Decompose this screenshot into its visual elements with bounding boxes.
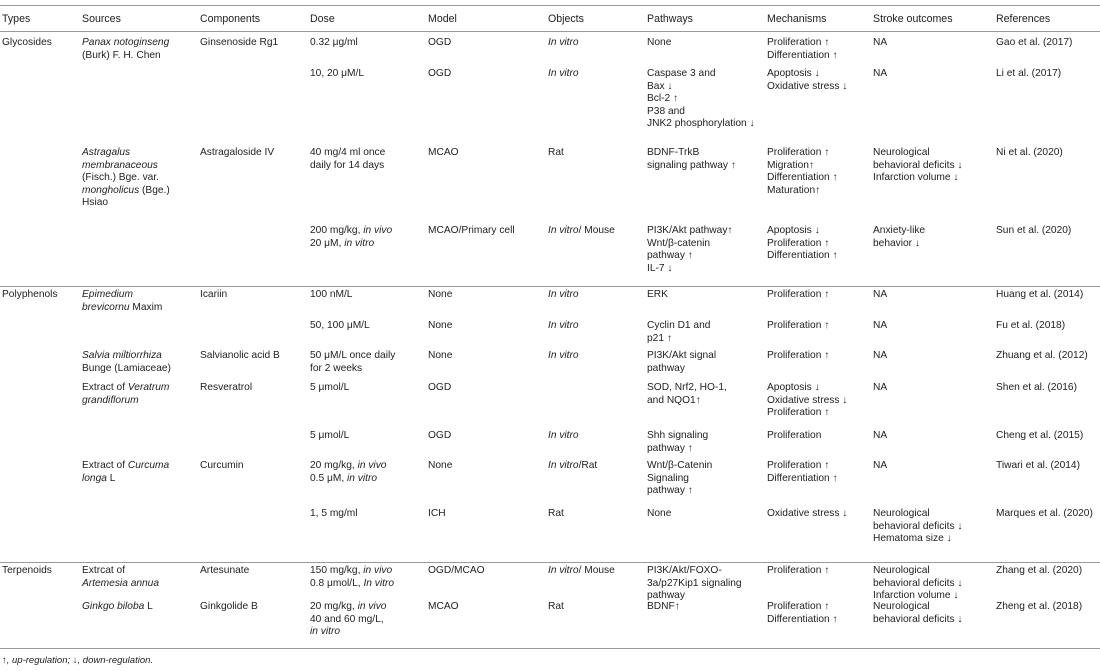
cell-dose: 50, 100 μM/L xyxy=(310,320,370,331)
group-rule xyxy=(0,286,1100,287)
table-bottom-rule xyxy=(0,648,1100,649)
cell-reference: Fu et al. (2018) xyxy=(996,320,1066,331)
column-header: Components xyxy=(200,13,261,25)
cell-pathways: None xyxy=(647,37,672,48)
cell-pathways: pathway xyxy=(647,362,685,374)
cell-source: Salvia miltiorrhiza xyxy=(82,350,162,361)
cell-dose: 200 mg/kg, in vivo xyxy=(310,225,393,236)
cell-component: Ginkgolide B xyxy=(200,601,258,612)
header-rule xyxy=(0,31,1100,32)
cell-model: OGD xyxy=(428,382,452,393)
cell-objects: In vitro/ Mouse xyxy=(548,225,615,236)
cell-mechanisms: Differentiation ↑ xyxy=(767,172,838,183)
cell-pathways: pathway ↑ xyxy=(647,250,693,261)
cell-outcomes: Infarction volume ↓ xyxy=(873,172,959,183)
cell-reference: Shen et al. (2016) xyxy=(996,382,1077,393)
cell-mechanisms: Oxidative stress ↓ xyxy=(767,80,848,92)
cell-dose: 40 and 60 mg/L, xyxy=(310,613,384,625)
cell-objects: In vitro xyxy=(548,289,579,300)
cell-dose: 10, 20 μM/L xyxy=(310,68,365,79)
cell-reference: Marques et al. (2020) xyxy=(996,508,1093,519)
cell-dose: 100 nM/L xyxy=(310,289,353,300)
cell-source: longa L xyxy=(82,472,116,484)
cell-pathways: SOD, Nrf2, HO-1, xyxy=(647,382,727,393)
cell-pathways: pathway xyxy=(647,590,685,601)
cell-dose: 20 μM, in vitro xyxy=(310,237,375,249)
cell-source: Hsiao xyxy=(82,197,109,208)
cell-mechanisms: Oxidative stress ↓ xyxy=(767,394,848,406)
cell-mechanisms: Proliferation ↑ xyxy=(767,407,830,418)
cell-outcomes: Anxiety-like xyxy=(873,225,926,236)
table-footnote: ↑, up-regulation; ↓, down-regulation. xyxy=(2,655,154,666)
cell-type: Glycosides xyxy=(2,37,52,48)
cell-dose: 0.8 μmol/L, In vitro xyxy=(310,577,395,589)
cell-dose: 50 μM/L once daily xyxy=(310,350,396,361)
group-rule xyxy=(0,562,1100,563)
cell-model: None xyxy=(428,350,453,361)
cell-dose: 40 mg/4 ml once xyxy=(310,147,386,158)
cell-mechanisms: Proliferation ↑ xyxy=(767,320,830,331)
cell-source: (Burk) F. H. Chen xyxy=(82,49,161,61)
cell-component: Artesunate xyxy=(200,565,250,576)
cell-objects: Rat xyxy=(548,508,564,519)
cell-pathways: PI3K/Akt signal xyxy=(647,350,717,361)
cell-model: None xyxy=(428,460,453,471)
cell-dose: daily for 14 days xyxy=(310,159,385,171)
cell-mechanisms: Proliferation ↑ xyxy=(767,37,830,48)
cell-source: brevicornu Maxim xyxy=(82,301,163,313)
cell-reference: Zhang et al. (2020) xyxy=(996,565,1083,576)
cell-dose: 150 mg/kg, in vivo xyxy=(310,565,393,576)
cell-pathways: ERK xyxy=(647,289,668,300)
cell-outcomes: NA xyxy=(873,382,888,393)
cell-outcomes: Neurological xyxy=(873,147,930,158)
cell-objects: In vitro/ Mouse xyxy=(548,565,615,576)
cell-mechanisms: Proliferation ↑ xyxy=(767,350,830,361)
cell-reference: Li et al. (2017) xyxy=(996,68,1062,79)
cell-pathways: None xyxy=(647,508,672,519)
cell-reference: Cheng et al. (2015) xyxy=(996,430,1084,441)
column-header: Sources xyxy=(82,13,121,25)
cell-dose: in vitro xyxy=(310,626,341,637)
cell-mechanisms: Proliferation ↑ xyxy=(767,147,830,158)
cell-pathways: Shh signaling xyxy=(647,430,709,441)
cell-pathways: JNK2 phosphorylation ↓ xyxy=(647,118,755,129)
column-header: References xyxy=(996,13,1051,25)
cell-pathways: signaling pathway ↑ xyxy=(647,159,736,171)
cell-source: membranaceous xyxy=(82,159,158,171)
cell-dose: 1, 5 mg/ml xyxy=(310,508,358,519)
cell-outcomes: NA xyxy=(873,289,888,300)
cell-pathways: Caspase 3 and xyxy=(647,68,716,79)
table-top-rule xyxy=(0,5,1100,6)
cell-model: ICH xyxy=(428,508,446,519)
cell-mechanisms: Differentiation ↑ xyxy=(767,250,838,261)
column-header: Mechanisms xyxy=(767,13,827,25)
cell-mechanisms: Differentiation ↑ xyxy=(767,613,838,625)
cell-outcomes: NA xyxy=(873,37,888,48)
cell-type: Polyphenols xyxy=(2,289,58,300)
cell-outcomes: behavioral deficits ↓ xyxy=(873,577,963,589)
cell-objects: In vitro xyxy=(548,350,579,361)
column-header: Types xyxy=(2,13,31,25)
cell-pathways: p21 ↑ xyxy=(647,332,672,344)
cell-reference: Gao et al. (2017) xyxy=(996,37,1073,48)
cell-component: Astragaloside IV xyxy=(200,147,275,158)
cell-pathways: IL-7 ↓ xyxy=(647,262,673,274)
cell-mechanisms: Proliferation ↑ xyxy=(767,601,830,612)
cell-outcomes: Neurological xyxy=(873,601,930,612)
cell-pathways: and NQO1↑ xyxy=(647,394,701,406)
cell-outcomes: behavior ↓ xyxy=(873,237,921,249)
cell-outcomes: behavioral deficits ↓ xyxy=(873,613,963,625)
cell-mechanisms: Migration↑ xyxy=(767,159,814,171)
cell-dose: 5 μmol/L xyxy=(310,382,350,393)
cell-model: MCAO xyxy=(428,601,459,612)
cell-pathways: BDNF↑ xyxy=(647,601,680,612)
cell-reference: Ni et al. (2020) xyxy=(996,147,1063,158)
cell-pathways: PI3K/Akt/FOXO- xyxy=(647,565,722,576)
cell-reference: Tiwari et al. (2014) xyxy=(996,460,1080,471)
cell-source: (Fisch.) Bge. var. xyxy=(82,172,159,183)
cell-source: Astragalus xyxy=(82,147,131,158)
cell-outcomes: Neurological xyxy=(873,565,930,576)
cell-source: Ginkgo biloba L xyxy=(82,601,153,612)
cell-outcomes: NA xyxy=(873,68,888,79)
cell-model: OGD xyxy=(428,37,452,48)
cell-mechanisms: Proliferation xyxy=(767,430,822,441)
cell-source: Extrcat of xyxy=(82,565,126,576)
cell-objects: Rat xyxy=(548,601,564,612)
cell-mechanisms: Apoptosis ↓ xyxy=(767,68,820,79)
column-header: Model xyxy=(428,13,457,25)
cell-outcomes: Infarction volume ↓ xyxy=(873,590,959,601)
cell-pathways: Wnt/β-Catenin xyxy=(647,460,713,471)
cell-pathways: 3a/p27Kip1 signaling xyxy=(647,577,742,589)
cell-mechanisms: Apoptosis ↓ xyxy=(767,225,820,236)
cell-reference: Zheng et al. (2018) xyxy=(996,601,1083,612)
cell-outcomes: NA xyxy=(873,460,888,471)
cell-model: OGD xyxy=(428,68,452,79)
cell-component: Icariin xyxy=(200,289,228,300)
cell-source: Artemesia annua xyxy=(82,577,160,589)
cell-model: MCAO xyxy=(428,147,459,158)
cell-objects: In vitro xyxy=(548,68,579,79)
cell-pathways: BDNF-TrkB xyxy=(647,147,700,158)
cell-pathways: Signaling xyxy=(647,472,689,484)
cell-mechanisms: Proliferation ↑ xyxy=(767,565,830,576)
cell-dose: 20 mg/kg, in vivo xyxy=(310,601,387,612)
cell-component: Resveratrol xyxy=(200,382,253,393)
cell-pathways: P38 and xyxy=(647,105,685,117)
cell-reference: Huang et al. (2014) xyxy=(996,289,1084,300)
cell-dose: for 2 weeks xyxy=(310,362,363,374)
cell-mechanisms: Maturation↑ xyxy=(767,184,821,196)
cell-mechanisms: Proliferation ↑ xyxy=(767,289,830,300)
cell-source: Panax notoginseng xyxy=(82,37,170,48)
cell-mechanisms: Proliferation ↑ xyxy=(767,460,830,471)
cell-component: Curcumin xyxy=(200,460,244,471)
cell-component: Ginsenoside Rg1 xyxy=(200,37,279,48)
cell-outcomes: NA xyxy=(873,320,888,331)
column-header: Dose xyxy=(310,13,335,25)
cell-outcomes: Hematoma size ↓ xyxy=(873,533,952,544)
cell-model: None xyxy=(428,289,453,300)
cell-outcomes: behavioral deficits ↓ xyxy=(873,520,963,532)
cell-mechanisms: Apoptosis ↓ xyxy=(767,382,820,393)
cell-outcomes: NA xyxy=(873,430,888,441)
cell-source: Extract of Curcuma xyxy=(82,460,170,471)
cell-dose: 0.32 μg/ml xyxy=(310,37,358,48)
cell-pathways: Cyclin D1 and xyxy=(647,320,711,331)
column-header: Stroke outcomes xyxy=(873,13,953,25)
cell-reference: Sun et al. (2020) xyxy=(996,225,1072,236)
cell-source: grandiflorum xyxy=(82,394,139,406)
cell-objects: In vitro xyxy=(548,430,579,441)
cell-objects: Rat xyxy=(548,147,564,158)
cell-source: mongholicus (Bge.) xyxy=(82,184,170,196)
cell-dose: 20 mg/kg, in vivo xyxy=(310,460,387,471)
cell-reference: Zhuang et al. (2012) xyxy=(996,350,1088,361)
cell-pathways: Bcl-2 ↑ xyxy=(647,93,679,104)
cell-objects: In vitro xyxy=(548,320,579,331)
cell-type: Terpenoids xyxy=(2,565,52,576)
cell-pathways: Bax ↓ xyxy=(647,80,673,92)
cell-source: Bunge (Lamiaceae) xyxy=(82,362,171,374)
column-header: Pathways xyxy=(647,13,693,25)
cell-objects: In vitro xyxy=(548,37,579,48)
cell-mechanisms: Differentiation ↑ xyxy=(767,472,838,484)
cell-model: OGD xyxy=(428,430,452,441)
cell-dose: 0.5 μM, in vitro xyxy=(310,472,378,484)
cell-mechanisms: Proliferation ↑ xyxy=(767,237,830,249)
cell-source: Extract of Veratrum xyxy=(82,382,170,393)
cell-pathways: Wnt/β-catenin xyxy=(647,237,711,249)
cell-mechanisms: Oxidative stress ↓ xyxy=(767,508,848,519)
cell-mechanisms: Differentiation ↑ xyxy=(767,49,838,61)
cell-source: Epimedium xyxy=(82,289,133,300)
cell-model: MCAO/Primary cell xyxy=(428,225,515,236)
cell-model: None xyxy=(428,320,453,331)
cell-pathways: pathway ↑ xyxy=(647,442,693,454)
cell-model: OGD/MCAO xyxy=(428,565,485,576)
cell-objects: In vitro/Rat xyxy=(548,460,598,471)
cell-pathways: PI3K/Akt pathway↑ xyxy=(647,225,733,236)
cell-component: Salvianolic acid B xyxy=(200,350,280,361)
column-header: Objects xyxy=(548,13,584,25)
cell-outcomes: NA xyxy=(873,350,888,361)
cell-outcomes: Neurological xyxy=(873,508,930,519)
cell-pathways: pathway ↑ xyxy=(647,485,693,496)
cell-dose: 5 μmol/L xyxy=(310,430,350,441)
cell-outcomes: behavioral deficits ↓ xyxy=(873,159,963,171)
